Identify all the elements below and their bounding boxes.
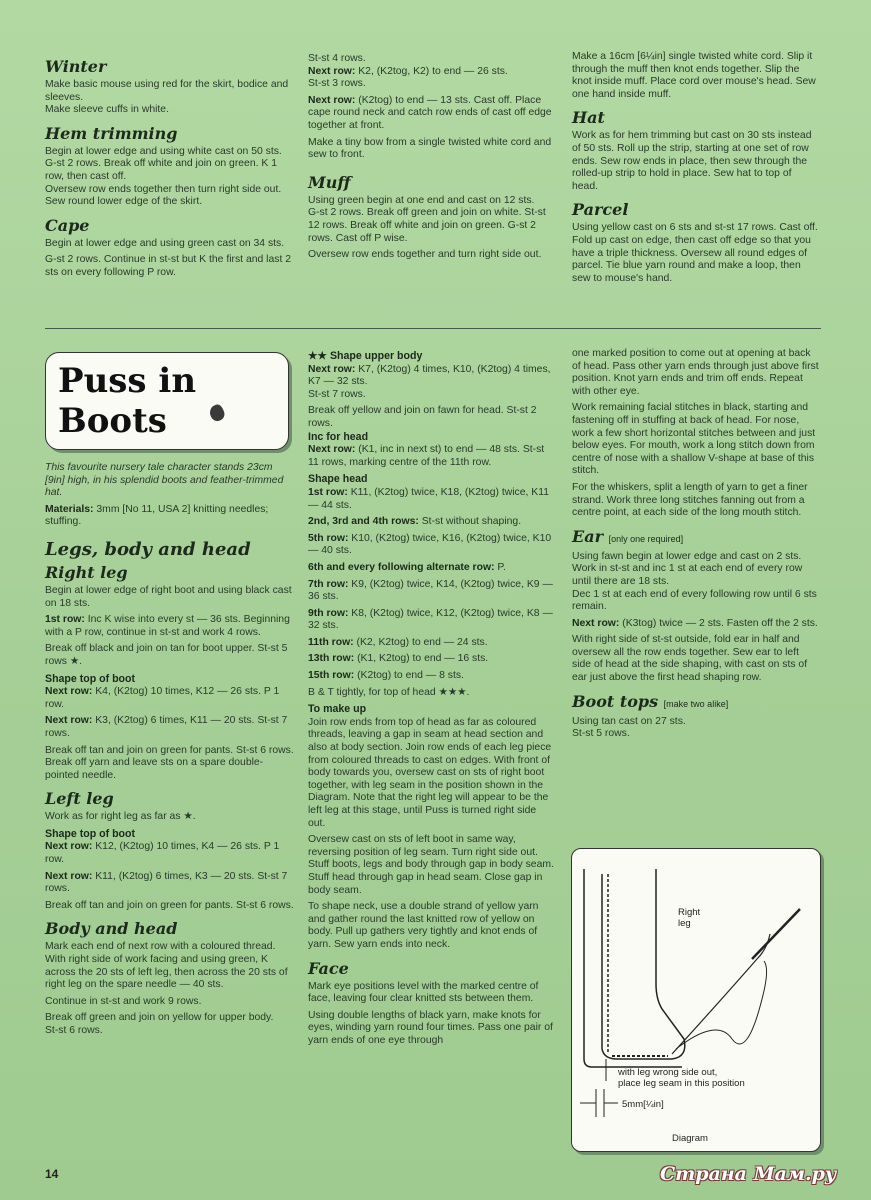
next-row-b <box>308 95 556 133</box>
row-label: 13th row: <box>308 653 355 665</box>
ear-heading <box>572 528 819 548</box>
ear-2: With right side of st-st outside, fold ear in half and oversew all the row ends together. Sew ear to left side of head at the side shaping, with cast on sts of ear just above the first head shaping row. <box>572 634 808 684</box>
body-head-heading: Body and head <box>45 919 178 939</box>
top-column-1 <box>45 50 295 284</box>
head-rows <box>308 487 556 683</box>
parcel-text: Using yellow cast on 6 sts and st-st 17 rows. Cast off. Fold up cast on edge, then cast off edge so that you have a triple thickness. Oversew all round edges of parcel. Tie blue yarn round and make a loop, then sew to mouse's hand. <box>572 222 818 284</box>
row-text: P. <box>494 561 506 573</box>
body-head-p1: Mark each end of next row with a coloured thread. With right side of work facing and using green, K across the 20 sts of left leg, then across the 20 sts of right leg on the spare needle — 40 sts. <box>45 941 288 991</box>
row-text: (K3tog) twice — 2 sts. Fasten off the 2 sts. <box>619 617 818 629</box>
row-text: K2, (K2tog, K2) to end — 26 sts. <box>355 65 508 77</box>
cord-text: Make a 16cm [6¼in] single twisted white cord. Slip it through the muff then knot ends together. Slip the knot inside muff. Place cord over mouse's head. Sew one hand inside muff. <box>572 51 816 100</box>
inc-next <box>308 444 556 469</box>
head-row <box>308 579 556 604</box>
ear-1: Using fawn begin at lower edge and cast on 2 sts. Work in st-st and inc 1 st at each end of every row until there are 18 sts. Dec 1 st at each end of every following row until 6 sts remain. <box>572 550 817 613</box>
row-label: Next row: <box>572 617 620 629</box>
top-column-2 <box>308 53 556 266</box>
bow-text: Make a tiny bow from a single twisted white cord and sew to front. <box>308 136 552 161</box>
top-column-3 <box>572 51 819 289</box>
row-label: Next row: <box>308 444 356 456</box>
left-leg-next1 <box>45 841 295 866</box>
right-leg-p2: Break off black and join on tan for boot upper. St-st 5 rows ★. <box>45 643 288 667</box>
row-label: Next row: <box>45 686 93 698</box>
head-row <box>308 670 556 683</box>
hem-heading: Hem trimming <box>45 123 178 143</box>
right-leg-next1 <box>45 686 295 711</box>
title-box <box>45 352 289 450</box>
face-3: one marked position to come out at opening at back of head. Pass other yarn ends through just above first position. Knot yarn ends and trim off ends. Repeat with other eye. <box>572 348 819 397</box>
stst-3: St-st 3 rows. <box>308 78 366 90</box>
make-up-1: Join row ends from top of head as far as coloured threads, leaving a gap in seam at head section and also at body section. Join row ends of each leg piece from coloured threads to cast on edges. With front of body towards you, oversew cast on sts of right boot together, with leg seam in the position shown in the Diagram. Note that the right leg will appear to be the left leg at this stage, until Puss is turned right side out. <box>308 716 552 829</box>
leg-diagram <box>572 849 820 1151</box>
row-label: Next row: <box>308 65 356 77</box>
boot-tops-note: [make two alike] <box>663 698 729 709</box>
watermark: Страна Мам.ру <box>660 1163 837 1185</box>
winter-heading: Winter <box>45 57 107 76</box>
row-label: Next row: <box>308 94 356 106</box>
ear-note: [only one required] <box>608 533 684 544</box>
right-leg-heading: Right leg <box>45 562 128 582</box>
row-label: Next row: <box>45 870 93 882</box>
shape-top-boot-heading: Shape top of boot <box>45 672 136 685</box>
hat-heading: Hat <box>572 108 605 128</box>
row-text: Inc K wise into every st — 36 sts. Beginning with a P row, continue in st-st and work 4 rows. <box>45 614 290 638</box>
bottom-column-2 <box>308 350 556 1052</box>
upper-next <box>308 364 556 402</box>
head-row <box>308 562 556 575</box>
leg-outline-outer <box>584 869 682 1067</box>
boot-tops-title: Boot tops <box>572 691 659 711</box>
head-row <box>308 653 556 666</box>
boot-tops-text: Using tan cast on 27 sts. St-st 5 rows. <box>572 715 686 740</box>
row-label: 11th row: <box>308 636 354 648</box>
stst-4: St-st 4 rows. <box>308 53 366 64</box>
face-5: For the whiskers, split a length of yarn to get a finer strand. Work three long stitches fanning out from a centre point, at each side of the long mouth stitch. <box>572 481 808 519</box>
row-text: K8, (K2tog) twice, K12, (K2tog) twice, K8 — 32 sts. <box>308 607 553 632</box>
materials <box>45 504 295 529</box>
row-label: Next row: <box>45 715 93 727</box>
row-label: 1st row: <box>45 614 85 626</box>
row-text: K10, (K2tog) twice, K16, (K2tog) twice, K10 — 40 sts. <box>308 532 552 557</box>
head-row <box>308 487 556 512</box>
head-row <box>308 637 556 650</box>
boot-tops-heading <box>572 693 819 713</box>
row-label: 6th and every following alternate row: <box>308 561 495 573</box>
inc-head-heading: Inc for head <box>308 430 369 443</box>
row-text: (K2tog) to end — 13 sts. Cast off. Place cape round neck and catch row ends of cast off edge together at front. <box>308 94 552 131</box>
head-row <box>308 516 556 529</box>
head-row <box>308 608 556 633</box>
hem-text: Begin at lower edge and using white cast on 50 sts. G-st 2 rows. Break off white and join on green. K 1 row, then cast off. Oversew row ends together then turn right side out. Sew round lower edge of the skirt. <box>45 145 282 208</box>
left-leg-p2: Break off tan and join on green for pants. St-st 6 rows. <box>45 899 294 911</box>
title-line-2: Boots <box>58 401 167 441</box>
bt-text: B & T tightly, for top of head ★★★. <box>308 686 470 698</box>
row-label: 1st row: <box>308 486 348 498</box>
left-leg-next2 <box>45 871 295 896</box>
yarn-loop <box>676 961 767 1049</box>
cape-text-1: Begin at lower edge and using green cast on 34 sts. <box>45 237 285 249</box>
materials-text: 3mm [No 11, USA 2] knitting needles; stuffing. <box>45 503 269 528</box>
materials-label: Materials: <box>45 503 94 515</box>
row-text: (K2tog) to end — 8 sts. <box>354 670 464 682</box>
fawn-text: Break off yellow and join on fawn for head. St-st 2 rows. <box>308 405 537 429</box>
row-text: St-st without shaping. <box>418 516 522 528</box>
intro-text: This favourite nursery tale character stands 23cm [9in] high, in his splendid boots and feather-trimmed hat. <box>45 462 284 499</box>
row-label: 7th row: <box>308 578 349 590</box>
seam-note: with leg wrong side out, place leg seam in this position <box>618 1067 745 1089</box>
row-text: (K1, K2tog) to end — 16 sts. <box>354 653 489 665</box>
row-text: (K1, inc in next st) to end — 48 sts. St-st 11 rows, marking centre of the 11th row. <box>308 444 545 468</box>
right-leg-p1: Begin at lower edge of right boot and using black cast on 18 sts. <box>45 584 292 609</box>
legs-heading: Legs, body and head <box>45 538 251 560</box>
row-label: Next row: <box>308 363 356 375</box>
ear-title: Ear <box>572 526 603 546</box>
make-up-2: Oversew cast on sts of left boot in same way, reversing position of leg seam. Turn right side out. Stuff boots, legs and body through gap in body seam. Stuff head through gap in head seam. Close gap in body seam. <box>308 834 554 896</box>
right-leg-p3: Break off tan and join on green for pants. St-st 6 rows. Break off yarn and leave sts on a spare double-pointed needle. <box>45 744 294 781</box>
hat-text: Work as for hem trimming but cast on 30 sts instead of 50 sts. Roll up the strip, starting at one set of row ends. Sew row ends in place, then sew through the rolled-up strip to hold in place. Sew hat to top of head. <box>572 130 812 192</box>
muff-heading: Muff <box>308 172 351 192</box>
shape-top-boot-heading-2: Shape top of boot <box>45 827 136 840</box>
cape-heading: Cape <box>45 215 90 235</box>
row-text: K3, (K2tog) 6 times, K11 — 20 sts. St-st 7 rows. <box>45 715 288 739</box>
muff-text-1: Using green begin at one end and cast on 12 sts. G-st 2 rows. Break off green and join on white. St-st 12 rows. Break off white and join on green. G-st 2 rows. Cast off P wise. <box>308 194 546 244</box>
face-2: Using double lengths of black yarn, make knots for eyes, winding yarn round four times. Pass one pair of yarn ends of one eye through <box>308 1009 553 1046</box>
body-head-p2: Continue in st-st and work 9 rows. <box>45 995 202 1007</box>
make-up-3: To shape neck, use a double strand of yellow yarn and gather round the last knitted row of yellow on body. Pull up gathers very tightly and knot ends of yarn. Sew yarn ends into neck. <box>308 901 539 950</box>
shape-upper-body-heading: ★★ Shape upper body <box>308 350 423 362</box>
page-number: 14 <box>45 1167 59 1181</box>
face-4: Work remaining facial stitches in black, starting and fastening off in stuffing at back of head. For nose, work a few short horizontal stitches between and just below eyes. For mouth, work a long stitch down from centre of nose with a shallow V-shape at base of this stitch. <box>572 402 816 477</box>
cape-text-2: G-st 2 rows. Continue in st-st but K the first and last 2 sts on every following P row. <box>45 254 292 278</box>
needle-icon <box>752 909 800 959</box>
bottom-column-1 <box>45 352 295 1042</box>
next-row-a <box>308 66 556 79</box>
yarn-strand <box>672 934 770 1054</box>
row-text: (K2, K2tog) to end — 24 sts. <box>353 636 488 648</box>
row-text: K11, (K2tog) twice, K18, (K2tog) twice, K11 — 44 sts. <box>308 486 550 511</box>
row-label: 2nd, 3rd and 4th rows: <box>308 516 419 528</box>
leg-outline-inner <box>602 869 685 1059</box>
row-text: K4, (K2tog) 10 times, K12 — 26 sts. P 1 row. <box>45 686 280 710</box>
body-head-p3: Break off green and join on yellow for upper body. St-st 6 rows. <box>45 1012 274 1036</box>
title <box>58 361 196 441</box>
right-leg-label: Right leg <box>678 907 701 929</box>
make-up-heading: To make up <box>308 703 367 716</box>
measure-label: 5mm[¼in] <box>622 1099 664 1110</box>
shape-head-heading: Shape head <box>308 473 368 486</box>
row-text: K11, (K2tog) 6 times, K3 — 20 sts. St-st 7 rows. <box>45 870 288 895</box>
row-label: 15th row: <box>308 670 355 682</box>
section-divider <box>45 328 821 329</box>
row-text: K7, (K2tog) 4 times, K10, (K2tog) 4 times, K7 — 32 sts. St-st 7 rows. <box>308 363 551 400</box>
muff-text-2: Oversew row ends together and turn right side out. <box>308 249 542 261</box>
diagram-box <box>571 848 821 1152</box>
row-label: 5th row: <box>308 532 349 544</box>
title-line-1: Puss in <box>58 361 197 401</box>
right-leg-row1 <box>45 614 295 639</box>
row-label: 9th row: <box>308 607 349 619</box>
parcel-heading: Parcel <box>572 200 629 220</box>
head-row <box>308 533 556 558</box>
row-text: K9, (K2tog) twice, K14, (K2tog) twice, K9 — 36 sts. <box>308 578 553 603</box>
left-leg-p1: Work as for right leg as far as ★. <box>45 811 196 823</box>
ear-next <box>572 618 819 631</box>
mouse-icon <box>207 403 226 423</box>
bottom-column-3 <box>572 348 819 745</box>
face-1: Mark eye positions level with the marked centre of face, leaving four clear knitted sts between them. <box>308 980 539 1005</box>
diagram-caption: Diagram <box>672 1133 708 1144</box>
right-leg-next2 <box>45 715 295 740</box>
left-leg-heading: Left leg <box>45 789 114 809</box>
face-heading: Face <box>308 958 349 978</box>
winter-text: Make basic mouse using red for the skirt, bodice and sleeves. Make sleeve cuffs in white. <box>45 79 289 116</box>
row-label: Next row: <box>45 841 93 853</box>
row-text: K12, (K2tog) 10 times, K4 — 26 sts. P 1 row. <box>45 841 280 866</box>
